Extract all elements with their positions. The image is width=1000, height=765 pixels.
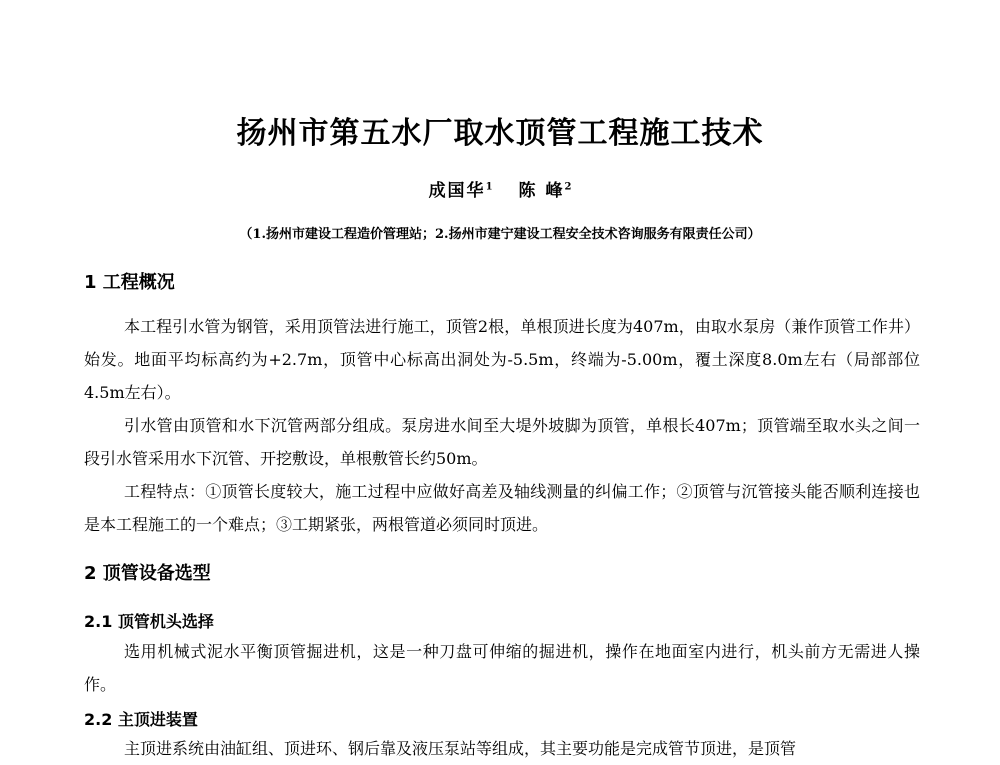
author-name: 成国华 [428, 181, 486, 201]
body-paragraph: 工程特点：①顶管长度较大，施工过程中应做好高差及轴线测量的纠偏工作；②顶管与沉管接头能否顺利连接也是本工程施工的一个难点；③工期紧张，两根管道必须同时顶进。 [84, 482, 920, 534]
author-affiliation-mark: 1 [485, 181, 493, 193]
author-line [0, 176, 1000, 201]
body-paragraph: 主顶进系统由油缸组、顶进环、钢后靠及液压泵站等组成，其主要功能是完成管节顶进，是顶管 [124, 739, 797, 758]
section-heading: 1 工程概况 [84, 272, 175, 293]
section-heading: 2 顶管设备选型 [84, 563, 211, 584]
affiliation-line: （1.扬州市建设工程造价管理站；2.扬州市建宁建设工程安全技术咨询服务有限责任公司） [239, 227, 761, 242]
body-paragraph: 本工程引水管为钢管，采用顶管法进行施工，顶管2根，单根顶进长度为407m，由取水泵房（兼作顶管工作井）始发。地面平均标高约为+2.7m，顶管中心标高出洞处为-5.5m，终端为-5.00m，覆土深度8.0m左右（局部部位4.5m左右）。 [84, 317, 920, 402]
author-name: 陈 峰 [518, 181, 565, 201]
subsection-heading: 2.2 主顶进装置 [84, 710, 198, 729]
body-paragraph: 引水管由顶管和水下沉管两部分组成。泵房进水间至大堤外坡脚为顶管，单根长407m；顶管端至取水头之间一段引水管采用水下沉管、开挖敷设，单根敷管长约50m。 [84, 416, 920, 468]
subsection-heading: 2.1 顶管机头选择 [84, 612, 214, 631]
body-paragraph: 选用机械式泥水平衡顶管掘进机，这是一种刀盘可伸缩的掘进机，操作在地面室内进行，机头前方无需进人操作。 [84, 642, 920, 694]
paper-title: 扬州市第五水厂取水顶管工程施工技术 [236, 116, 764, 151]
author-affiliation-mark: 2 [564, 181, 572, 193]
